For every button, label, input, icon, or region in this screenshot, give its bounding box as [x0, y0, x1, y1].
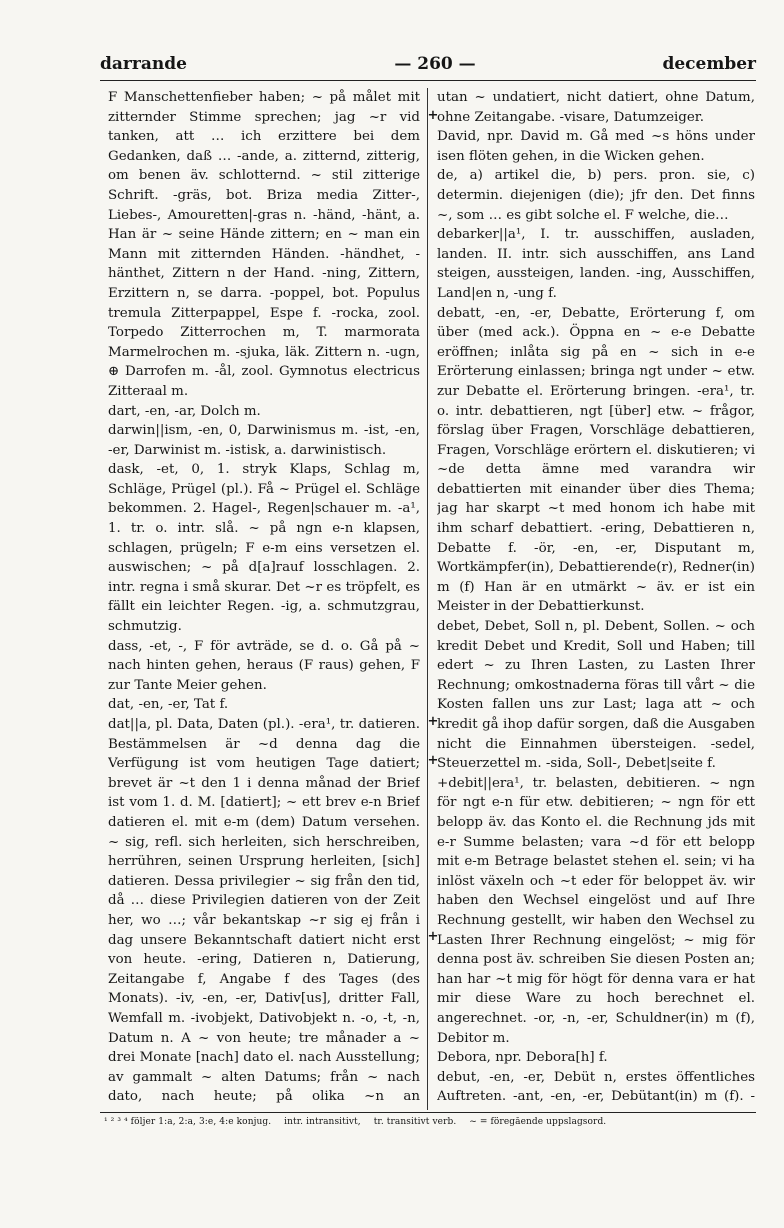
entry-dat: dat, -en, -er, Tat f.: [108, 697, 229, 713]
entry-dart: dart, -en, -ar, Dolch m.: [108, 403, 261, 419]
margin-plus-mark: +: [427, 108, 439, 123]
footer-tr-legend: tr. transitivt verb.: [373, 1117, 457, 1127]
page-number: — 260 —: [394, 54, 476, 74]
entry-debora: Debora, npr. Debora[h] f.: [437, 1050, 608, 1066]
entry-debitera: +debit||era¹, tr. belasten, debitieren. ~ ngn för ngt e-n für etw. debitieren; ~ ngn för ett belopp äv. das Konto el. die Rechnung jds mit e-r Summe belasten; vara ~d för ett belopp mit e-m Betrage belastet stehen el. sein; vi ha inlöst växeln och ~t eder för beloppet äv. wir haben den Wechsel eingelöst und auf Ihre Rechnung gestellt, wir haben den Wechsel zu Lasten Ihrer Rechnung eingelöst; ~ mig för denna post äv. schreiben Sie diesen Posten an; han har ~t mig för högt för denna vara er hat mir diese Ware zu hoch berechnet el. angerechnet. -or, -n, -er, Schuldner(in) m (f), Debitor m.: [437, 775, 755, 1046]
margin-plus-mark: +: [427, 753, 439, 768]
entry-darra-continued: F Manschettenfieber haben; ~ på målet mit zitternder Stimme sprechen; jag ~r vid tanken, att … ich erzittere bei dem Gedanken, daß … -ande, a. zitternd, zitterig, om benen äv. schlotternd. ~ stil zitterige Schrift. -gräs, bot. Briza media Zitter-, Liebes-, Amouretten|-gras n. -händ, -hänt, a. Han är ~ seine Hände zittern; en ~ man ein Mann mit zitternden Händen. -händhet, -hänthet, Zittern n der Hand. -ning, Zittern, Erzittern n, se darra. -poppel, bot. Populus tremula Zitterpappel, Espe f. -rocka, zool. Torpedo Zitterrochen m, T. marmorata Marmelrochen m. -sjuka, läk. Zittern n. -ugn, ⊕ Darrofen m. -ål, zool. Gymnotus electricus Zitteraal m.: [108, 90, 420, 399]
footer-intr-legend: intr. intransitivt,: [284, 1117, 361, 1127]
entry-de: de, a) artikel die, b) pers. pron. sie, c) determin. diejenigen (die); jfr den. Det finns ~, som … es gibt solche el. F welche, die…: [437, 168, 755, 223]
entry-dass: dass, -et, -, F för avträde, se d. o. Gå på ~ nach hinten gehen, heraus (F raus) gehen, F zur Tante Meier gehen.: [108, 638, 420, 693]
page-header: [100, 54, 756, 80]
header-rule: [100, 80, 756, 81]
entry-dask: dask, -et, 0, 1. stryk Klaps, Schlag m, Schläge, Prügel (pl.). Få ~ Prügel el. Schläge bekommen. 2. Hagel-, Regen|schauer m. -a¹, 1. tr. o. intr. slå. ~ på ngn e-n klapsen, schlagen, prügeln; F e-m eins versetzen el. auswischen; ~ på d[a]rauf losschlagen. 2. intr. regna i små skurar. Det ~r es tröpfelt, es fällt ein leichter Regen. -ig, a. schmutzgrau, schmutzig.: [108, 462, 420, 635]
entry-debet: debet, Debet, Soll n, pl. Debent, Sollen. ~ och kredit Debet und Kredit, Soll und Haben; till edert ~ zu Ihren Lasten, zu Lasten Ihrer Rechnung; omkostnaderna föras till vårt ~ die Kosten fallen uns zur Last; laga att ~ och kredit gå ihop dafür sorgen, daß die Ausgaben nicht die Einnahmen übersteigen. -sedel, Steuerzettel m. -sida, Soll-, Debet|seite f.: [437, 619, 755, 772]
entry-debatt: debatt, -en, -er, Debatte, Erörterung f, om über (med ack.). Öppna en ~ e-e Debatte eröffnen; inlåta sig på en ~ sich in e-e Erörterung einlassen; bringa ngt under ~ etw. zur Debatte el. Erörterung bringen. -era¹, tr. o. intr. debattieren, ngt [über] etw. ~ frågor, förslag über Fragen, Vorschläge debattieren, Fragen, Vorschläge erörtern el. diskutieren; vi ~de detta ämne med varandra wir debattierten mit einander über dies Thema; jag har skarpt ~t med honom ich habe mit ihm scharf debattiert. -ering, Debattieren n, Debatte f. -ör, -en, -er, Disputant m, Wortkämpfer(in), Debattierende(r), Redner(in) m (f) Han är en utmärkt ~ äv. er ist ein Meister in der Debattierkunst.: [437, 305, 755, 615]
entry-datum-continued: utan ~ undatiert, nicht datiert, ohne Datum, ohne Zeitangabe. -visare, Datumzeiger.: [437, 90, 755, 125]
margin-plus-mark: +: [427, 714, 439, 729]
entry-data: dat||a, pl. Data, Daten (pl.). -era¹, tr. datieren. Bestämmelsen är ~d denna dag die Verfügung ist vom heutigen Tage datiert; brevet är ~t den 1 i denna månad der Brief ist vom 1. d. M. [datiert]; ~ ett brev e-n Brief datieren el. mit e-m (dem) Datum versehen. ~ sig, refl. sich herleiten, sich herschreiben, herrühren, seinen Ursprung herleiten, [sich] datieren. Dessa privilegier ~ sig från den tid, då … diese Privilegien datieren von der Zeit her, wo …; vår bekantskap ~r sig ej från i dag unsere Bekanntschaft datiert nicht erst von heute. -ering, Datieren n, Datierung, Zeitangabe f, Angabe f des Tages (des Monats). -iv, -en, -er, Dativ[us], dritter Fall, Wemfall m. -ivobjekt, Dativobjekt n. -o, -t, -n, Datum n. A ~ von heute; tre månader a ~ drei Monate [nach] dato el. nach Ausstellung; av gammalt ~ alten Datums; från ~ nach dato, nach heute; på olika ~n an: [108, 717, 420, 1105]
header-first-word: darrande: [100, 54, 187, 74]
entry-david: David, npr. David m. Gå med ~s höns under isen flöten gehen, in die Wicken gehen.: [437, 129, 755, 164]
footer-conjugation-legend: ¹ ² ³ ⁴ följer 1:a, 2:a, 3:e, 4:e konjug.: [104, 1117, 272, 1127]
footer-rule: [100, 1112, 756, 1113]
column-divider: [427, 88, 428, 1110]
header-last-word: december: [662, 54, 756, 74]
entry-debarkera: debarker||a¹, I. tr. ausschiffen, ausladen, landen. II. intr. sich ausschiffen, ans Land steigen, aussteigen, landen. -ing, Ausschiffen, Land|en n, -ung f.: [437, 227, 755, 301]
footer-tilde-legend: ~ = föregående uppslagsord.: [469, 1117, 607, 1127]
abbreviation-footer: [104, 1117, 756, 1127]
left-column: [108, 88, 420, 1108]
entry-darwinism: darwin||ism, -en, 0, Darwinismus m. -ist, -en, -er, Darwinist m. -istisk, a. darwinistisch.: [108, 423, 420, 458]
right-column: [437, 88, 755, 1108]
margin-plus-mark: +: [427, 929, 439, 944]
entry-debut: debut, -en, -er, Debüt n, erstes öffentliches Auftreten. -ant, -en, -er, Debütant(in) m (f). -: [437, 1069, 755, 1105]
